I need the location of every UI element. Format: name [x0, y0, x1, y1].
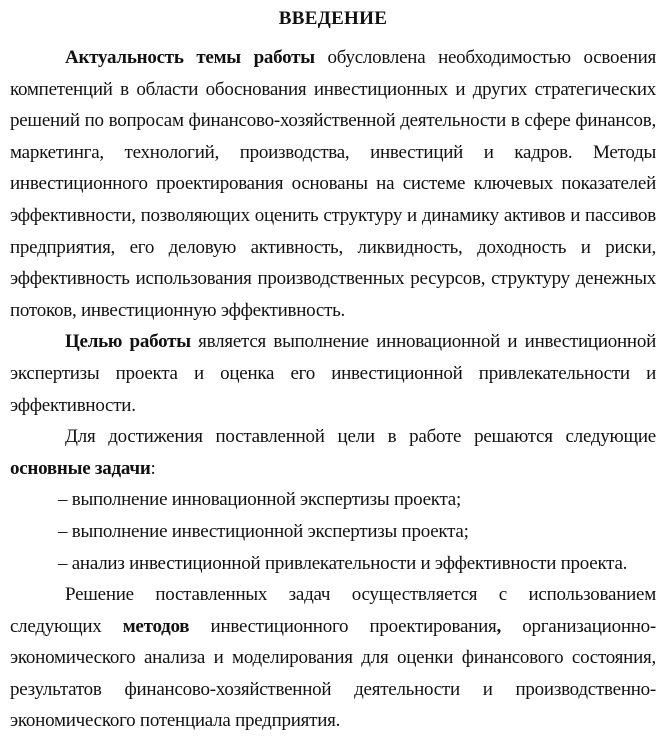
text-line [10, 421, 656, 453]
text-line [10, 74, 656, 106]
text-line [10, 42, 656, 74]
text-line [10, 295, 656, 327]
text-segment: является выполнение инновационной и инвестиционной [190, 331, 656, 353]
text-line [10, 453, 656, 485]
text-line [10, 137, 656, 169]
text-line [10, 263, 656, 295]
text-segment: следующих [10, 615, 123, 637]
text-line [10, 579, 656, 611]
text-segment: – выполнение инвестиционной экспертизы проекта; [58, 520, 469, 542]
text-segment: Для достижения поставленной цели в работе решаются следующие [65, 426, 656, 448]
text-segment: экономического потенциала предприятия. [10, 710, 341, 732]
text-segment: эффективности, позволяющих оценить структуру и динамику активов и пассивов [10, 204, 656, 226]
text-line [10, 168, 656, 200]
text-segment: – анализ инвестиционной привлекательности и эффективности проекта. [58, 552, 628, 574]
list-item [10, 516, 656, 548]
text-segment: организационно- [501, 615, 656, 637]
bold-text-segment: Целью работы [65, 331, 191, 353]
text-segment: эффективность использования производственных ресурсов, структуру денежных [10, 268, 656, 290]
text-segment: Решение поставленных задач осуществляется с использованием [65, 584, 656, 606]
text-segment: предприятия, его деловую активность, ликвидность, доходность и риски, [10, 236, 656, 258]
text-line [10, 105, 656, 137]
paragraph [10, 579, 656, 737]
text-segment: – выполнение инновационной экспертизы проекта; [58, 489, 462, 511]
text-segment: : [150, 457, 156, 479]
document-body [10, 42, 656, 737]
text-segment: результатов финансово-хозяйственной деятельности и производственно- [10, 678, 656, 700]
list-item [10, 548, 656, 580]
text-line [10, 326, 656, 358]
text-line [10, 232, 656, 264]
text-line [10, 642, 656, 674]
text-segment: экспертизы проекта и оценка его инвестиционной привлекательности и [10, 362, 656, 384]
text-segment: компетенций в области обоснования инвестиционных и других стратегических [10, 78, 656, 100]
paragraph [10, 326, 656, 421]
text-segment: решений по вопросам финансово-хозяйственной деятельности в сфере финансов, [10, 110, 656, 132]
text-segment: эффективности. [10, 394, 136, 416]
list-item [10, 484, 656, 516]
bullet-list [10, 484, 656, 579]
text-segment: маркетинга, технологий, производства, инвестиций и кадров. Методы [10, 141, 656, 163]
text-line [10, 705, 656, 737]
text-line [10, 390, 656, 422]
text-segment: потоков, инвестиционную эффективность. [10, 299, 346, 321]
text-line [10, 611, 656, 643]
text-segment: инвестиционного проектирования основаны на системе ключевых показателей [10, 173, 656, 195]
text-line [10, 358, 656, 390]
bold-text-segment: методов [122, 615, 190, 637]
bold-text-segment: , [496, 615, 502, 637]
text-line [10, 674, 656, 706]
text-segment: обусловлена необходимостью освоения [314, 47, 656, 68]
page-title: ВВЕДЕНИЕ [278, 8, 388, 29]
text-segment: инвестиционного проектирования [189, 615, 497, 637]
bold-text-segment: Актуальность темы работы [65, 47, 315, 68]
bold-text-segment: основные задачи [10, 457, 151, 479]
text-segment: экономического анализа и моделирования для оценки финансового состояния, [10, 647, 656, 669]
text-line [10, 200, 656, 232]
paragraph [10, 421, 656, 484]
paragraph [10, 42, 656, 326]
